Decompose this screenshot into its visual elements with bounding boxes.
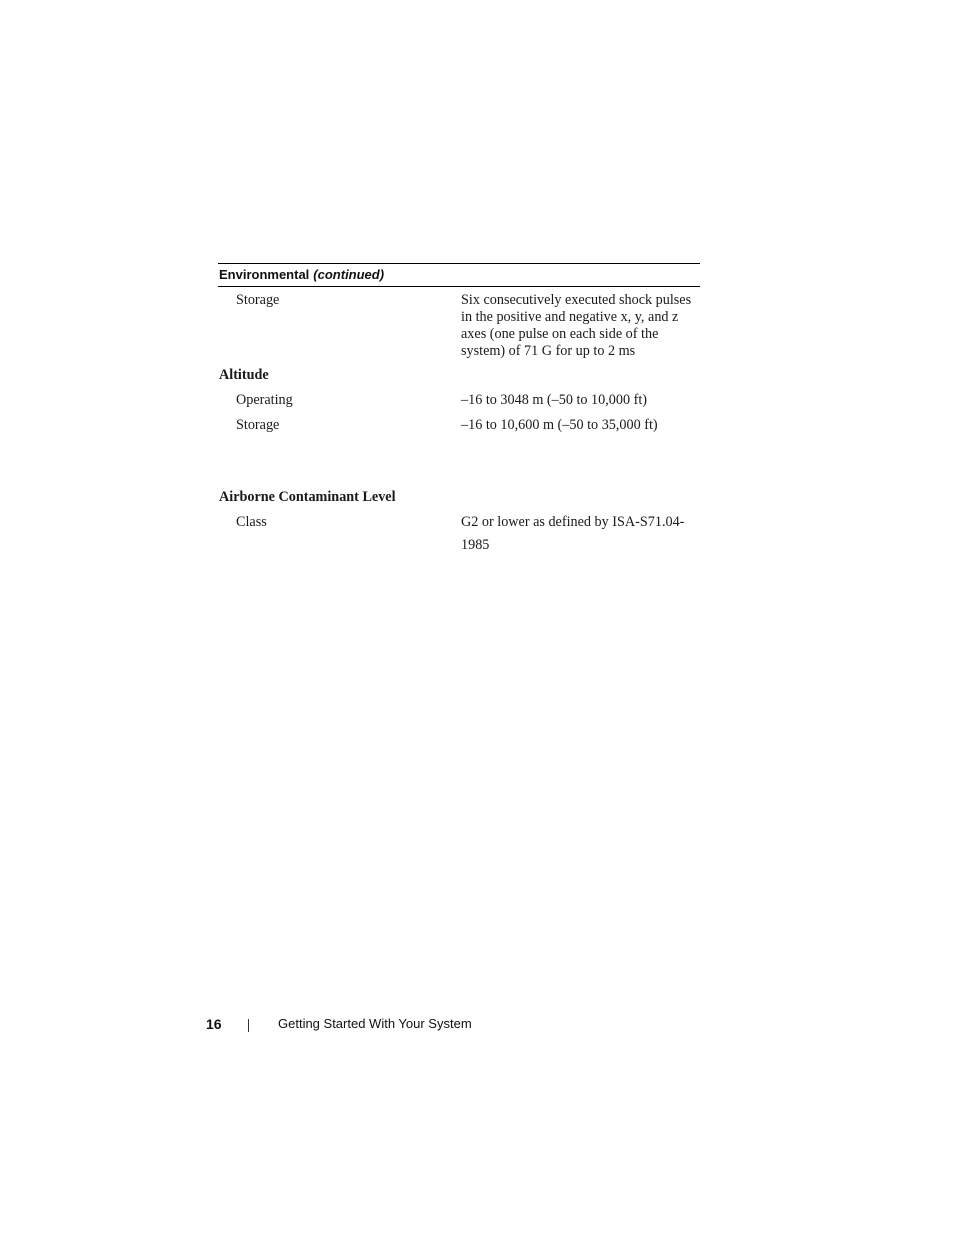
airborne-class-value-line1: G2 or lower as defined by ISA-S71.04- [461,514,685,530]
table-header [218,263,700,287]
footer-title: Getting Started With Your System [278,1016,472,1031]
altitude-operating-value: –16 to 3048 m (–50 to 10,000 ft) [461,392,648,408]
altitude-heading: Altitude [219,367,269,383]
page-number: 16 [206,1016,222,1032]
altitude-storage-label: Storage [236,417,280,433]
airborne-class-label: Class [236,514,267,530]
shock-storage-value: Six consecutively executed shock pulses in the positive and negative x, y, and z axes (one pulse on each side of the system) of 71 G for up to 2 ms [461,292,692,359]
table-header-continued: (continued) [313,267,385,282]
altitude-storage-value: –16 to 10,600 m (–50 to 35,000 ft) [461,417,658,433]
airborne-class-value-line2: 1985 [461,537,490,553]
altitude-operating-label: Operating [236,392,293,408]
table-header-title: Environmental [219,267,310,282]
footer-separator [248,1019,249,1032]
airborne-heading: Airborne Contaminant Level [219,489,396,505]
shock-storage-label: Storage [236,292,280,308]
environmental-spec-table [218,263,700,553]
